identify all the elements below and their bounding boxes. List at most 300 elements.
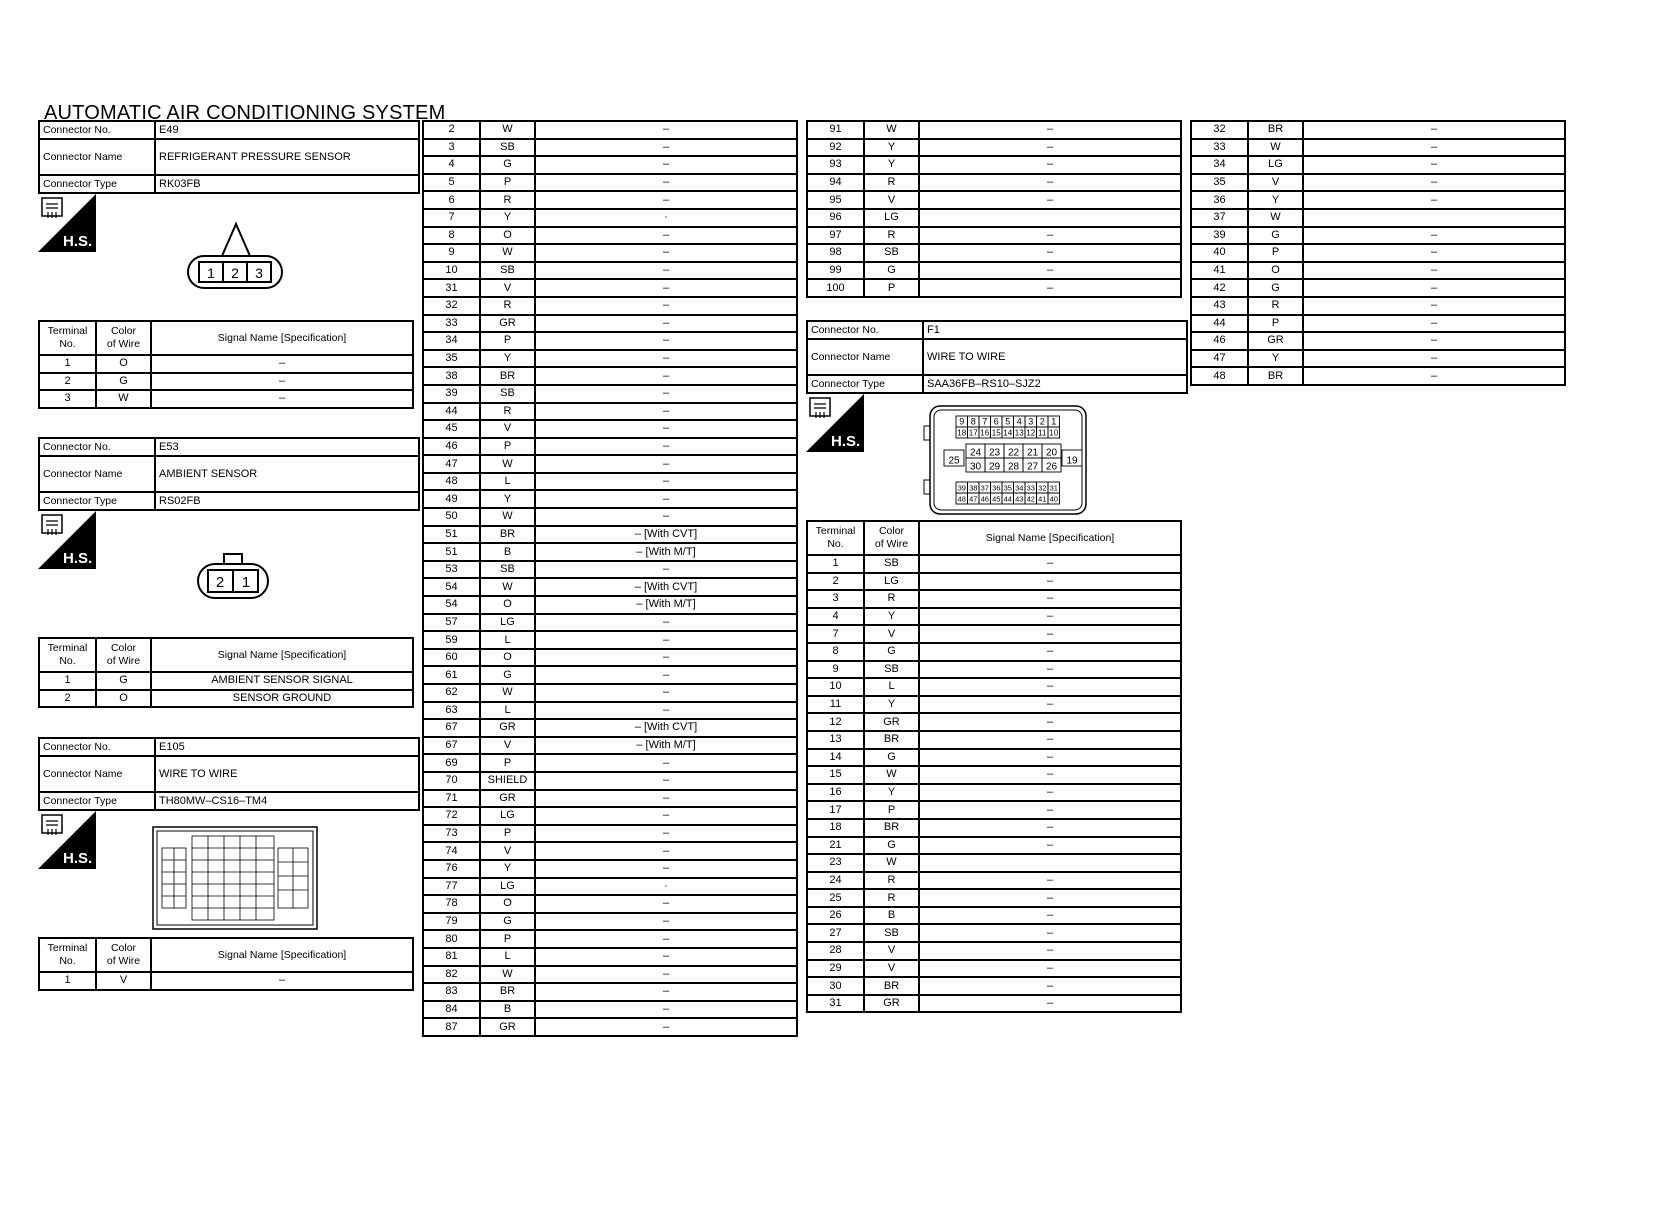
terminal-no-cell: 32 [423,297,480,315]
table-row [423,403,797,421]
terminal-no-cell: 46 [1191,332,1248,350]
signal-name-cell: SENSOR GROUND [151,690,413,708]
signal-name-cell: – [535,350,797,368]
wire-color-cell: SB [480,561,535,579]
pin-label: 1 [207,265,215,281]
terminal-no-cell: 1 [39,672,96,690]
signal-name-cell: – [919,227,1181,245]
wire-color-cell: V [480,279,535,297]
wire-color-cell: O [480,596,535,614]
terminal-no-cell: 15 [807,766,864,784]
table-row [807,227,1181,245]
table-row [423,156,797,174]
header-text: Color [878,525,905,537]
terminal-no-cell: 31 [807,995,864,1013]
table-row [1191,367,1565,385]
pin-label: 12 [1026,428,1036,438]
signal-name-cell: – [535,227,797,245]
signal-name-cell: – [919,625,1181,643]
pin-label: 1 [241,574,251,591]
table-row [1191,315,1565,333]
table-row [423,420,797,438]
wire-color-cell: G [480,666,535,684]
table-row [423,666,797,684]
connector-info-f1 [806,320,1188,394]
terminal-no-cell: 32 [1191,121,1248,139]
connector-type-label: Connector Type [39,792,155,810]
wire-color-cell: GR [480,719,535,737]
signal-name-cell: – [151,390,413,408]
terminal-no-cell: 61 [423,666,480,684]
header-text: Terminal [47,942,88,954]
terminal-no-cell: 96 [807,209,864,227]
signal-name-cell: – [919,977,1181,995]
signal-name-cell: – [919,995,1181,1013]
wire-color-cell: Y [864,156,919,174]
signal-name-cell: – [535,790,797,808]
wire-color-cell: W [864,121,919,139]
terminal-no-cell: 29 [807,960,864,978]
terminal-no-cell: 95 [807,191,864,209]
table-row [807,262,1181,280]
signal-name-cell: – [535,631,797,649]
wire-color-cell: SB [480,262,535,280]
table-row [423,702,797,720]
wire-color-cell: W [864,854,919,872]
pin-label: 3 [1028,416,1034,427]
signal-name-cell: – [151,355,413,373]
wire-color-cell: LG [864,573,919,591]
header-text: Terminal [47,325,88,337]
terminal-no-cell: 42 [1191,279,1248,297]
header-text: Color [110,942,137,954]
table-row [423,227,797,245]
terminal-table-f1 [806,520,1182,1013]
terminal-no-cell: 35 [1191,174,1248,192]
signal-name-cell: – [919,837,1181,855]
terminal-no-cell: 27 [807,924,864,942]
signal-name-cell [919,209,1181,227]
wire-color-cell: GR [480,1018,535,1036]
header-text: Color [110,642,137,654]
wire-color-cell: G [1248,279,1303,297]
signal-name-cell: – [535,508,797,526]
signal-name-cell: – [535,332,797,350]
pin-label: 28 [1007,461,1020,473]
table-row [423,526,797,544]
terminal-no-cell: 69 [423,754,480,772]
header-text: No. [59,338,76,350]
table-row [807,713,1181,731]
table-row [807,872,1181,890]
terminal-no-cell: 71 [423,790,480,808]
wire-color-cell: O [480,895,535,913]
terminal-no-cell: 31 [423,279,480,297]
terminal-table-f1-cont [1190,120,1566,386]
terminal-no-cell: 30 [807,977,864,995]
table-row [807,766,1181,784]
terminal-no-cell: 93 [807,156,864,174]
signal-header: Signal Name [Specification] [151,938,413,972]
wire-color-cell: P [480,930,535,948]
pin-label: 23 [988,447,1001,459]
table-row [807,608,1181,626]
connector-type-value: TH80MW–CS16–TM4 [155,792,419,810]
table-row [807,555,1181,573]
table-row [1191,262,1565,280]
table-row [423,737,797,755]
pin-label: 46 [980,494,989,504]
wire-color-cell: Y [864,608,919,626]
signal-name-cell: – [With M/T] [535,596,797,614]
connector-no-value: E53 [155,438,419,456]
signal-name-cell: – [535,279,797,297]
table-row [423,490,797,508]
terminal-no-cell: 94 [807,174,864,192]
wire-color-cell: SB [864,924,919,942]
wire-color-cell: Y [480,490,535,508]
table-row [1191,209,1565,227]
signal-name-cell: – [1303,279,1565,297]
page-title: AUTOMATIC AIR CONDITIONING SYSTEM [44,102,446,124]
terminal-no-cell: 72 [423,807,480,825]
pin-label: 2 [215,574,225,591]
wire-color-cell: O [96,690,151,708]
signal-name-cell: – [535,174,797,192]
wire-color-cell: O [1248,262,1303,280]
terminal-no-cell: 39 [423,385,480,403]
signal-name-cell: – [919,801,1181,819]
pin-label: 31 [1049,483,1058,493]
table-row [423,913,797,931]
signal-name-cell: – [919,661,1181,679]
wire-color-cell: BR [864,977,919,995]
terminal-no-cell: 98 [807,244,864,262]
connector-type-label: Connector Type [39,175,155,193]
wire-color-cell: BR [1248,121,1303,139]
terminal-no-cell: 3 [39,390,96,408]
signal-name-cell: – [535,913,797,931]
terminal-no-cell: 11 [807,696,864,714]
pin-label: 6 [993,416,999,427]
wire-color-cell: G [96,672,151,690]
signal-name-cell: – [535,561,797,579]
table-row [807,801,1181,819]
pin-label: 22 [1007,447,1020,459]
wire-color-cell: Y [864,139,919,157]
terminal-no-cell: 91 [807,121,864,139]
wire-color-cell: B [480,543,535,561]
signal-name-cell: – [535,1001,797,1019]
signal-name-cell: – [919,889,1181,907]
table-row [807,121,1181,139]
terminal-table-e105-cont2 [806,120,1182,298]
terminal-no-cell: 73 [423,825,480,843]
wire-color-cell: R [1248,297,1303,315]
harness-side-icon [38,194,96,252]
pin-label: 21 [1026,447,1039,459]
wire-color-cell: W [480,455,535,473]
table-row [807,625,1181,643]
signal-name-cell: – [535,860,797,878]
table-row [423,983,797,1001]
connector-type-value: RK03FB [155,175,419,193]
pin-label: 45 [992,494,1001,504]
terminal-no-cell: 57 [423,614,480,632]
signal-name-cell: – [919,174,1181,192]
wire-color-cell: Y [864,784,919,802]
wire-color-cell: GR [864,995,919,1013]
terminal-no-cell: 76 [423,860,480,878]
table-row [1191,139,1565,157]
signal-name-cell: – [535,614,797,632]
table-row [39,672,413,690]
pin-label: 25 [948,455,960,467]
table-row [423,719,797,737]
wire-color-cell: P [480,825,535,843]
table-row [807,977,1181,995]
harness-side-icon [806,394,864,452]
table-row [423,895,797,913]
connector-face-f1 [922,404,1088,516]
terminal-no-cell: 44 [423,403,480,421]
table-row [807,279,1181,297]
signal-header: Signal Name [Specification] [919,521,1181,555]
connector-face-e105 [152,826,318,930]
wire-color-cell: Y [1248,350,1303,368]
terminal-table-e105-cont [422,120,798,1037]
terminal-table-e105 [38,937,414,991]
table-row [423,297,797,315]
connector-info-e105 [38,737,420,811]
hs-label: H.S. [831,433,861,450]
table-row [807,889,1181,907]
pin-label: 38 [969,483,978,493]
wire-color-cell: BR [864,819,919,837]
signal-name-cell: – [919,924,1181,942]
wire-color-cell: P [480,438,535,456]
signal-name-cell: – [With M/T] [535,737,797,755]
connector-face-e53 [196,552,272,602]
connector-no-label: Connector No. [39,438,155,456]
terminal-no-cell: 67 [423,719,480,737]
connector-no-value: E49 [155,121,419,139]
wire-color-cell: P [864,801,919,819]
terminal-table-e53 [38,637,414,708]
connector-type-label: Connector Type [807,375,923,393]
connector-type-value: RS02FB [155,492,419,510]
pin-label: 7 [982,416,988,427]
terminal-no-cell: 35 [423,350,480,368]
pin-label: 18 [957,428,967,438]
wire-color-cell: B [864,907,919,925]
pin-label: 2 [231,265,239,281]
terminal-header [39,321,96,355]
header-text: of Wire [106,338,141,350]
table-row [423,350,797,368]
terminal-no-cell: 36 [1191,191,1248,209]
signal-name-cell: – [151,373,413,391]
terminal-no-cell: 12 [807,713,864,731]
signal-name-cell: – [919,942,1181,960]
terminal-no-cell: 38 [423,367,480,385]
wire-color-cell: GR [480,315,535,333]
signal-name-cell: – [535,930,797,948]
pin-label: 41 [1038,494,1047,504]
table-row [807,244,1181,262]
wire-color-cell: BR [864,731,919,749]
pin-label: 4 [1016,416,1022,427]
wire-color-cell: BR [1248,367,1303,385]
connector-name-value: WIRE TO WIRE [923,339,1187,375]
pin-label: 1 [1051,416,1057,427]
pin-label: 20 [1045,447,1058,459]
wire-color-cell: SB [864,661,919,679]
terminal-no-cell: 70 [423,772,480,790]
terminal-no-cell: 46 [423,438,480,456]
hs-label: H.S. [63,233,93,250]
pin-label: 36 [992,483,1001,493]
pin-label: 15 [991,428,1001,438]
signal-name-cell: – [1303,227,1565,245]
table-row [423,315,797,333]
table-row [423,842,797,860]
terminal-no-cell: 84 [423,1001,480,1019]
connector-no-label: Connector No. [39,738,155,756]
table-row [1191,227,1565,245]
terminal-no-cell: 87 [423,1018,480,1036]
table-row [807,139,1181,157]
table-row [807,907,1181,925]
terminal-no-cell: 14 [807,749,864,767]
signal-name-cell: – [919,784,1181,802]
table-row [807,960,1181,978]
terminal-no-cell: 83 [423,983,480,1001]
wire-color-cell: G [480,156,535,174]
wire-color-cell: G [864,837,919,855]
signal-name-cell: – [535,367,797,385]
wire-color-cell: W [480,244,535,262]
wire-color-cell: SB [480,385,535,403]
signal-name-cell: – [535,297,797,315]
wire-color-cell: V [480,842,535,860]
terminal-no-cell: 2 [423,121,480,139]
pin-label: 30 [969,461,982,473]
signal-name-cell: – [919,678,1181,696]
wire-color-cell: GR [480,790,535,808]
wire-color-cell: R [864,174,919,192]
signal-name-cell [1303,209,1565,227]
wire-color-cell: Y [1248,191,1303,209]
signal-name-cell: – [535,262,797,280]
terminal-no-cell: 21 [807,837,864,855]
terminal-no-cell: 99 [807,262,864,280]
signal-name-cell: – [535,1018,797,1036]
wire-color-cell: G [1248,227,1303,245]
wire-color-cell: Y [480,209,535,227]
table-row [39,390,413,408]
pin-label: 19 [1066,455,1078,467]
table-row [807,731,1181,749]
harness-side-icon [38,511,96,569]
terminal-no-cell: 63 [423,702,480,720]
signal-name-cell: – [535,754,797,772]
terminal-no-cell: 33 [1191,139,1248,157]
signal-name-cell: – [1303,262,1565,280]
wire-color-cell: LG [480,614,535,632]
terminal-no-cell: 37 [1191,209,1248,227]
terminal-no-cell: 1 [39,355,96,373]
wire-color-cell: BR [480,983,535,1001]
table-row [1191,332,1565,350]
signal-name-cell: – [1303,191,1565,209]
signal-name-cell: – [535,315,797,333]
signal-name-cell: – [919,139,1181,157]
table-row [807,924,1181,942]
signal-name-cell: – [535,895,797,913]
terminal-no-cell: 3 [423,139,480,157]
terminal-no-cell: 8 [807,643,864,661]
connector-name-label: Connector Name [39,456,155,492]
table-row [423,684,797,702]
header-text: No. [827,538,844,550]
terminal-no-cell: 50 [423,508,480,526]
color-header [96,638,151,672]
table-row [807,678,1181,696]
table-row [39,690,413,708]
signal-name-cell: – [535,121,797,139]
pin-label: 34 [1015,483,1024,493]
terminal-no-cell: 9 [423,244,480,262]
terminal-header [807,521,864,555]
table-row [1191,121,1565,139]
wire-color-cell: P [1248,244,1303,262]
wire-color-cell: O [480,649,535,667]
signal-name-cell: – [919,555,1181,573]
signal-name-cell: – [535,807,797,825]
terminal-header [39,638,96,672]
table-row [423,455,797,473]
table-row [807,573,1181,591]
wire-color-cell: SB [864,555,919,573]
connector-name-label: Connector Name [39,756,155,792]
signal-name-cell: AMBIENT SENSOR SIGNAL [151,672,413,690]
terminal-no-cell: 4 [807,608,864,626]
signal-name-cell: – [919,731,1181,749]
wire-color-cell: BR [480,526,535,544]
pin-label: 37 [980,483,989,493]
terminal-no-cell: 54 [423,596,480,614]
wire-color-cell: L [480,948,535,966]
color-header [864,521,919,555]
table-row [1191,297,1565,315]
signal-name-cell: – [919,121,1181,139]
table-row [807,784,1181,802]
table-row [423,262,797,280]
signal-name-cell: – [535,702,797,720]
table-row [1191,350,1565,368]
table-row [423,1018,797,1036]
wire-color-cell: L [864,678,919,696]
pin-label: 44 [1003,494,1012,504]
wire-color-cell: SB [480,139,535,157]
connector-no-label: Connector No. [39,121,155,139]
terminal-no-cell: 80 [423,930,480,948]
wire-color-cell: R [480,297,535,315]
wire-color-cell: Y [864,696,919,714]
table-row [807,661,1181,679]
signal-name-cell: – [919,960,1181,978]
